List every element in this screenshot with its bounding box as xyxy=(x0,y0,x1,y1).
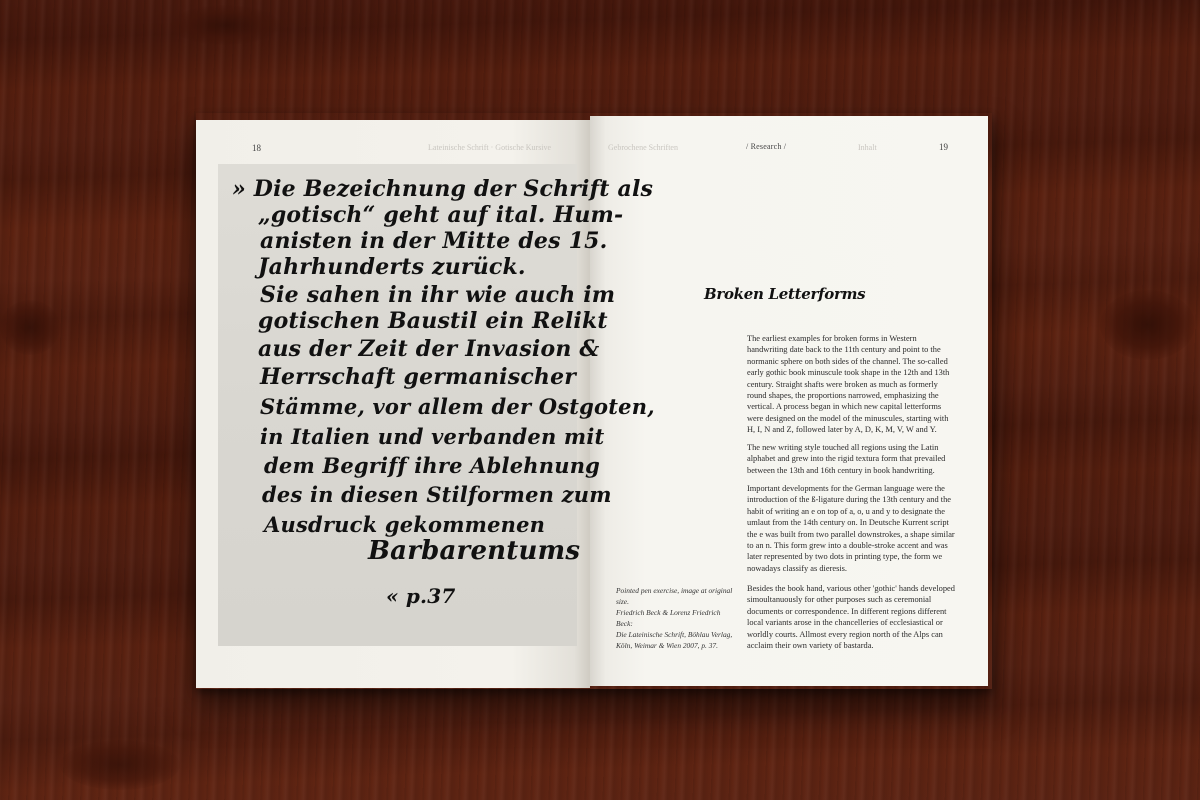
calligraphy-line: gotischen Baustil ein Relikt xyxy=(258,308,608,334)
show-through-text: Lateinische Schrift · Gotische Kursive xyxy=(428,143,552,152)
calligraphy-line: „gotisch“ geht auf ital. Hum- xyxy=(258,202,624,228)
calligraphy-line: Jahrhunderts zurück. xyxy=(258,254,526,280)
calligraphy-line: des in diesen Stilformen zum xyxy=(262,482,612,507)
left-page-number: 18 xyxy=(252,143,261,153)
section-heading: Broken Letterforms xyxy=(704,285,866,303)
body-paragraph: Besides the book hand, various other 'gothic' hands developed simoultanuously for other purposes such as ceremonial documents or correspondence. In different regions different local variants arose in the chancelleries of ecclesiastical or worldly courts. Allmost every region north of the Alps can acclaim their own variety of bastarda. xyxy=(747,584,955,651)
calligraphy-line: in Italien und verbanden mit xyxy=(260,424,605,449)
caption-line: Pointed pen exercise, image at original size. xyxy=(616,586,733,606)
caption-line: Die Lateinische Schrift, Böhlau Verlag, xyxy=(616,630,733,639)
caption-line: Friedrich Beck & Lorenz Friedrich Beck: xyxy=(616,608,721,628)
calligraphy-line: « p.37 xyxy=(386,584,456,608)
calligraphy-line: Sie sahen in ihr wie auch im xyxy=(260,282,616,308)
show-through-text: Gebrochene Schriften xyxy=(608,143,678,152)
calligraphy-line: aus der Zeit der Invasion & xyxy=(258,336,600,362)
calligraphy-line: Stämme, vor allem der Ostgoten, xyxy=(260,394,655,419)
running-head: / Research / xyxy=(746,142,787,151)
calligraphy-sample-image xyxy=(218,164,655,646)
wood-knot xyxy=(170,5,280,45)
calligraphy-line: » Die Bezeichnung der Schrift als xyxy=(232,176,654,202)
calligraphy-line: Barbarentums xyxy=(368,536,581,566)
show-through-text: Inhalt xyxy=(858,143,877,152)
right-page-number: 19 xyxy=(939,142,948,152)
body-paragraph: The new writing style touched all regions using the Latin alphabet and grew into the rigid textura form that prevailed between the 13th and 16th century in book handwriting. xyxy=(747,443,946,475)
calligraphy-line: anisten in der Mitte des 15. xyxy=(260,228,608,254)
wood-knot xyxy=(0,300,60,355)
wood-knot xyxy=(60,740,180,790)
body-paragraph: The earliest examples for broken forms in Western handwriting date back to the 11th century and point to the normanic sphere on both sides of the channel. The so-called early gothic book minuscule took shape in the 12th and 13th century. Straight shafts were broken as much as formerly round shapes, the proportions narrowed, emphasizing the vertical. A process began in which new capital letterforms were designed on the model of the minuscules, starting with H, I, N and Z, followed later by A, D, K, M, V, W and Y. xyxy=(747,334,950,435)
caption-line: Köln, Weimar & Wien 2007, p. 37. xyxy=(616,641,718,650)
wood-knot xyxy=(1100,290,1195,360)
image-caption xyxy=(616,585,736,651)
calligraphy-line: Ausdruck gekommenen xyxy=(264,512,546,537)
calligraphy-line: Herrschaft germanischer xyxy=(260,364,577,390)
calligraphy-line: dem Begriff ihre Ablehnung xyxy=(264,453,601,478)
body-paragraph: Important developments for the German language were the introduction of the ß-ligature during the 13th century and the habit of writing an e on top of a, o, u and y to designate the umlaut from the 14th century on. In Deutsche Kurrent script the e was built from two parallel downstrokes, a shape similar to an n. This form grew into a double-stroke accent and was later represented by two dots in printing type, the form we nowadays classify as dieresis. xyxy=(747,484,955,573)
